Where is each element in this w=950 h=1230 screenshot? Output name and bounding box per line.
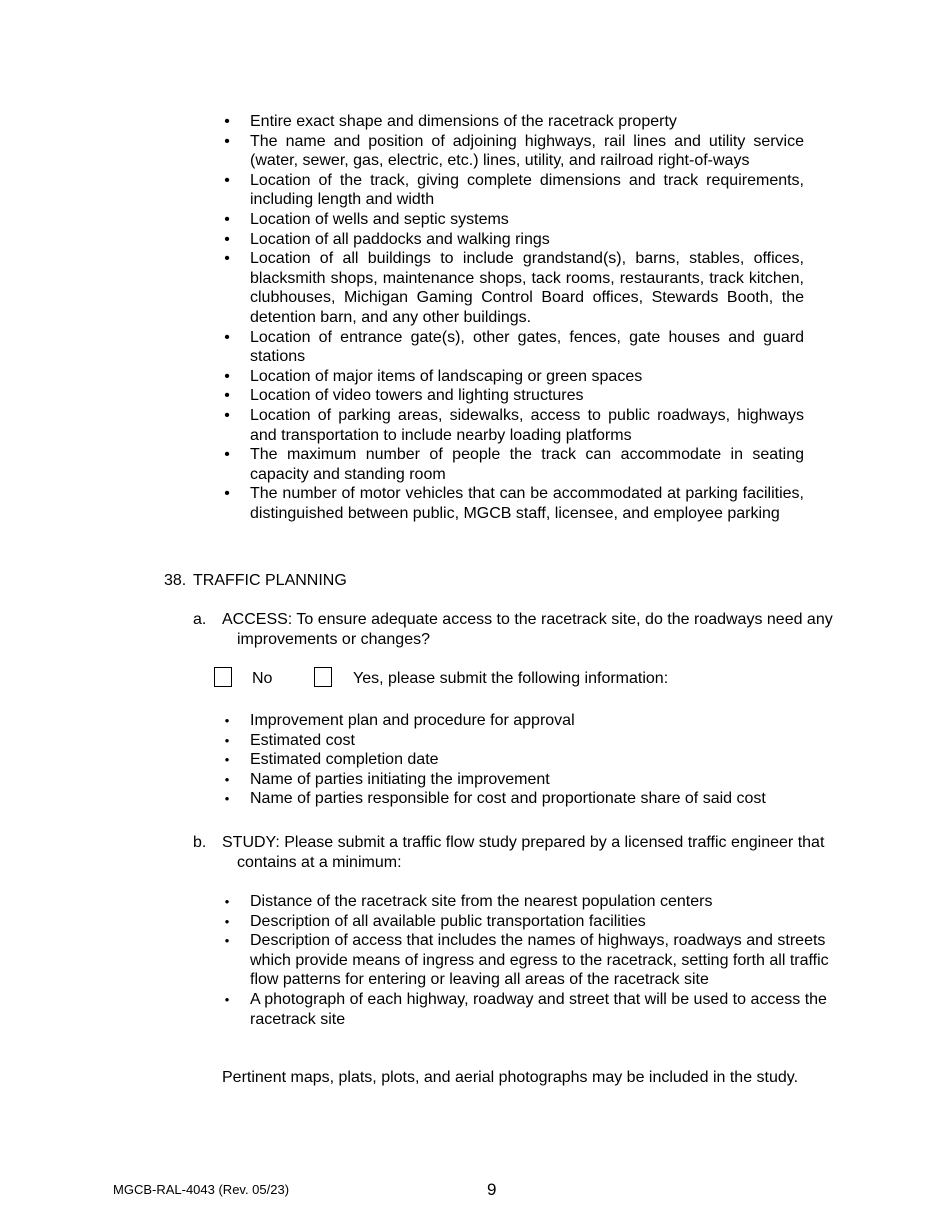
list-item [224, 230, 804, 250]
list-item [224, 770, 830, 790]
item-letter: b. [193, 834, 207, 851]
list-item [224, 367, 804, 387]
list-item-text: Entire exact shape and dimensions of the racetrack property [250, 113, 677, 130]
list-item [224, 328, 804, 367]
list-item [224, 112, 804, 132]
bullet-icon: • [224, 991, 230, 1007]
list-item-text: Description of access that includes the names of highways, roadways and streets which provide means of ingress and egress to the racetrack, setting forth all traffic flow patterns for entering or leaving all areas of the racetrack site [250, 932, 829, 989]
bullet-icon: • [224, 250, 230, 268]
list-item-text: Estimated cost [250, 731, 355, 749]
bullet-icon: • [224, 485, 230, 503]
list-item-text: The number of motor vehicles that can be accommodated at parking facilities, distinguished between public, MGCB staff, licensee, and employee parking [250, 485, 804, 522]
bullet-icon: • [224, 113, 230, 130]
bullet-icon: • [224, 894, 230, 909]
list-item [224, 912, 830, 932]
list-item [224, 386, 804, 406]
list-item-text: Location of wells and septic systems [250, 210, 509, 228]
list-item-text: Name of parties responsible for cost and proportionate share of said cost [250, 790, 766, 808]
page-number: 9 [487, 1180, 497, 1199]
access-question [193, 610, 833, 649]
no-label: No [252, 670, 273, 687]
study-note: Pertinent maps, plats, plots, and aerial photographs may be included in the study. [222, 1069, 799, 1086]
list-item-text: Name of parties initiating the improvement [250, 770, 550, 788]
bullet-icon: • [224, 791, 230, 807]
list-item-text: Location of all paddocks and walking rings [250, 230, 550, 248]
list-item-text: Distance of the racetrack site from the nearest population centers [250, 893, 713, 910]
bullet-icon: • [224, 913, 230, 929]
bullet-icon: • [224, 933, 230, 949]
list-item [224, 892, 830, 912]
list-item-text: Location of entrance gate(s), other gates, fences, gate houses and guard stations [250, 328, 804, 366]
list-item-text: Location of all buildings to include grandstand(s), barns, stables, offices, blacksmith shops, maintenance shops, tack rooms, restaurants, track kitchen, clubhouses, Michigan Gaming Control Board offices, Stewards Booth, the detention barn, and any other buildings. [250, 250, 804, 326]
list-item [224, 750, 830, 770]
bullet-icon: • [224, 210, 230, 228]
list-item [224, 249, 804, 327]
list-item-text: The maximum number of people the track can accommodate in seating capacity and standing room [250, 446, 804, 483]
bullet-icon: • [224, 387, 230, 405]
list-item-text: Location of major items of landscaping or green spaces [250, 367, 643, 385]
access-info-list [224, 711, 830, 809]
bullet-icon: • [224, 171, 230, 189]
bullet-icon: • [224, 732, 230, 748]
list-item [224, 132, 804, 171]
list-item-text: The name and position of adjoining highways, rail lines and utility service (water, sewer, gas, electric, etc.) lines, utility, and railroad right-of-ways [250, 132, 804, 170]
section-number: 38. [164, 572, 187, 589]
yes-checkbox[interactable] [314, 667, 332, 687]
racetrack-requirements-list [224, 112, 804, 523]
section-title: TRAFFIC PLANNING [193, 572, 347, 589]
bullet-icon: • [224, 713, 230, 728]
list-item [224, 406, 804, 445]
item-letter: a. [193, 611, 207, 628]
bullet-icon: • [224, 367, 230, 385]
list-item-text: Location of video towers and lighting structures [250, 387, 584, 405]
bullet-icon: • [224, 446, 230, 464]
list-item [224, 711, 830, 731]
list-item [224, 789, 830, 809]
list-item [224, 484, 804, 523]
bullet-icon: • [224, 771, 230, 787]
list-item-text: Location of parking areas, sidewalks, access to public roadways, highways and transportation to include nearby loading platforms [250, 406, 804, 444]
access-question-text: ACCESS: To ensure adequate access to the racetrack site, do the roadways need any improvements or changes? [222, 611, 833, 648]
bullet-icon: • [224, 752, 230, 768]
study-question-text: STUDY: Please submit a traffic flow study prepared by a licensed traffic engineer that contains at a minimum: [222, 834, 825, 871]
no-checkbox[interactable] [214, 667, 232, 687]
list-item-text: Description of all available public transportation facilities [250, 912, 646, 930]
bullet-icon: • [224, 406, 230, 424]
form-id: MGCB-RAL-4043 (Rev. 05/23) [113, 1182, 290, 1197]
bullet-icon: • [224, 132, 230, 150]
list-item [224, 171, 804, 210]
yes-label: Yes, please submit the following information: [353, 670, 669, 687]
study-question-text-block [193, 833, 833, 872]
list-item-text: Location of the track, giving complete dimensions and track requirements, including length and width [250, 171, 804, 209]
study-question [193, 833, 833, 872]
list-item [224, 931, 830, 990]
list-item-text: A photograph of each highway, roadway and street that will be used to access the racetrack site [250, 990, 827, 1028]
bullet-icon: • [224, 328, 230, 346]
bullet-icon: • [224, 230, 230, 248]
list-item [224, 445, 804, 484]
list-item [224, 990, 830, 1029]
section-heading [164, 571, 347, 591]
list-item-text: Improvement plan and procedure for approval [250, 712, 575, 729]
list-item-text: Estimated completion date [250, 751, 439, 769]
study-requirements-list [224, 892, 830, 1029]
list-item [224, 210, 804, 230]
access-question-text-block [193, 610, 833, 649]
list-item [224, 731, 830, 751]
